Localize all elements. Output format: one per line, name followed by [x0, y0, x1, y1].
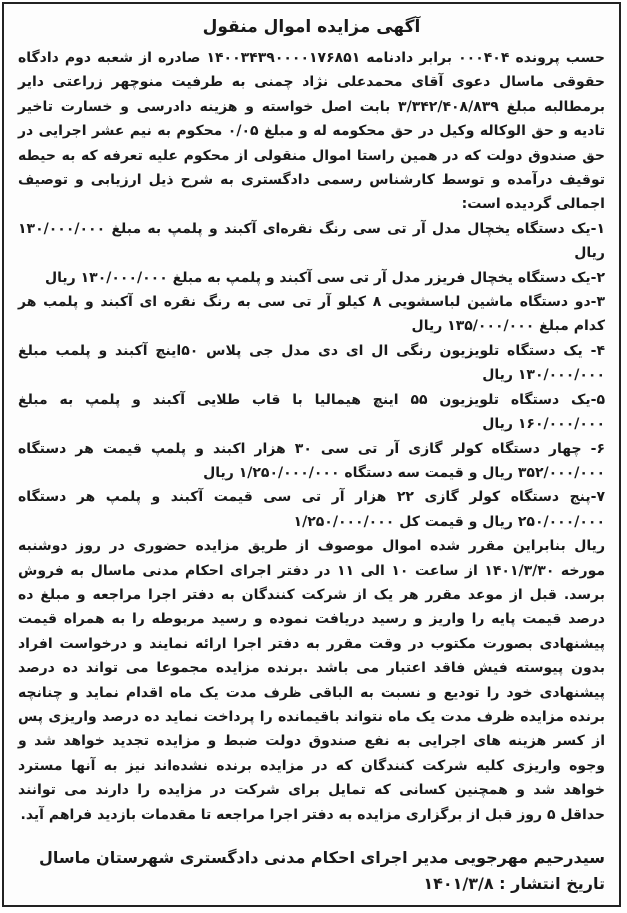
signature-line: سیدرحیم مهرجویی مدیر اجرای احکام مدنی دادگستری شهرستان ماسال [38, 848, 605, 867]
notice-footer [18, 845, 605, 897]
list-item: ۶- چهار دستگاه کولر گازی آر تی سی ۳۰ هزار اکبند و پلمپ قیمت هر دستگاه ۳۵۲/۰۰۰/۰۰۰ ریال و قیمت سه دستگاه ۱/۲۵۰/۰۰۰/۰۰۰ ریال [18, 440, 605, 481]
list-item: ۴- یک دستگاه تلویزیون رنگی ال ای دی مدل جی پلاس ۵۰اینچ آکبند و پلمب مبلغ ۱۳۰/۰۰۰/۰۰۰ ریال [18, 342, 606, 384]
list-item: ۲-یک دستگاه یخچال فریزر مدل آر تی سی آکبند و پلمپ به مبلغ ۱۳۰/۰۰۰/۰۰۰ ریال [45, 269, 605, 286]
notice-title: آگهی مزایده اموال منقول [202, 17, 421, 37]
list-item: ۷-پنج دستگاه کولر گازی ۲۲ هزار آر تی سی قیمت آکبند و پلمپ هر دستگاه ۲۵۰/۰۰۰/۰۰۰ ریال و قیمت کل ۱/۲۵۰/۰۰۰/۰۰۰ [18, 489, 605, 530]
list-item: ۱-یک دستگاه یخچال مدل آر تی سی رنگ نقره‌ای آکبند و پلمپ به مبلغ ۱۳۰/۰۰۰/۰۰۰ ریال [18, 220, 605, 262]
auction-notice [18, 12, 605, 897]
publication-date-value: ۱۴۰۱/۳/۸ [423, 874, 494, 893]
list-item: ۵-یک دستگاه تلویزیون ۵۵ اینچ هیمالیا با قاب طلایی آکبند و پلمپ به مبلغ ۱۶۰/۰۰۰/۰۰۰ ریال [18, 391, 605, 433]
item-list [18, 217, 605, 534]
notice-intro: حسب پرونده ۰۰۰۴۰۴ برابر دادنامه ۱۴۰۰۳۴۳۹۰۰۰۰۱۷۶۸۵۱ صادره از شعبه دوم دادگاه حقوقی ماسال دعوی آقای محمدعلی نژاد چمنی به طرفیت منوچهر زراعتی دایر برمطالبه مبلغ ۳/۳۴۲/۴۰۸/۸۳۹ بابت اصل خواسته و هزینه دادرسی و خسارت تاخیر تادیه و حق الوکاله وکیل در حق محکومه له و مبلغ ۰/۰۵ محکوم به نیم عشر اجرایی در حق صندوق دولت که در همین راستا اموال منقولی از محکوم علیه تعرفه که به حیطه توقیف درآمده و توسط کارشناس رسمی دادگستری به شرح ذیل ارزیابی و توصیف اجمالی گردیده است: [18, 50, 606, 213]
notice-frame [2, 2, 621, 907]
notice-body: ریال بنابراین مقرر شده اموال موصوف از طریق مزایده حضوری در روز دوشنبه مورخه ۱۴۰۱/۳/۳۰ از ساعت ۱۰ الی ۱۱ در دفتر اجرای احکام مدنی ماسال به فروش برسد. قبل از موعد مقرر هر یک از شرکت کنندگان به دفتر اجرا مراجعه و مبلغ ده درصد قیمت پایه را واریز و رسید دریافت نموده و رسید مربوطه را به همراه قیمت پیشنهادی بصورت مکتوب در وقت مقرر به دفتر اجرا ارائه نمایند و درخواست افراد بدون پیوسته فیش فاقد اعتبار می باشد .برنده مزایده مجموعا می تواند ده درصد پیشنهادی خود را تودیع و نسبت به الباقی ظرف مدت یک ماه اقدام نماید و چنانچه برنده مزایده ظرف مدت یک ماه نتواند باقیمانده را پرداخت نماید ده درصد واریزی پس از کسر هزینه های اجرایی به نفع صندوق دولت ضبط و مزایده تجدید خواهد شد و وجوه واریزی کلیه شرکت کنندگان که در مزایده برنده نشده‌اند نیز به آنها مسترد خواهد شد و همچنین کسانی که تمایل برای شرکت در مزایده را دارند می توانند حداقل ۵ روز قبل از برگزاری مزایده به دفتر اجرا مراجعه تا مقدمات بازدید فراهم آید. [18, 538, 606, 823]
publication-date [18, 871, 605, 897]
publication-date-label: تاریخ انتشار : [499, 874, 605, 893]
list-item: ۳-دو دستگاه ماشین لباسشویی ۸ کیلو آر تی سی به رنگ نقره ای آکبند و پلمب هر کدام مبلغ ۱۳۵/۰۰۰/۰۰۰ ریال [18, 294, 605, 335]
